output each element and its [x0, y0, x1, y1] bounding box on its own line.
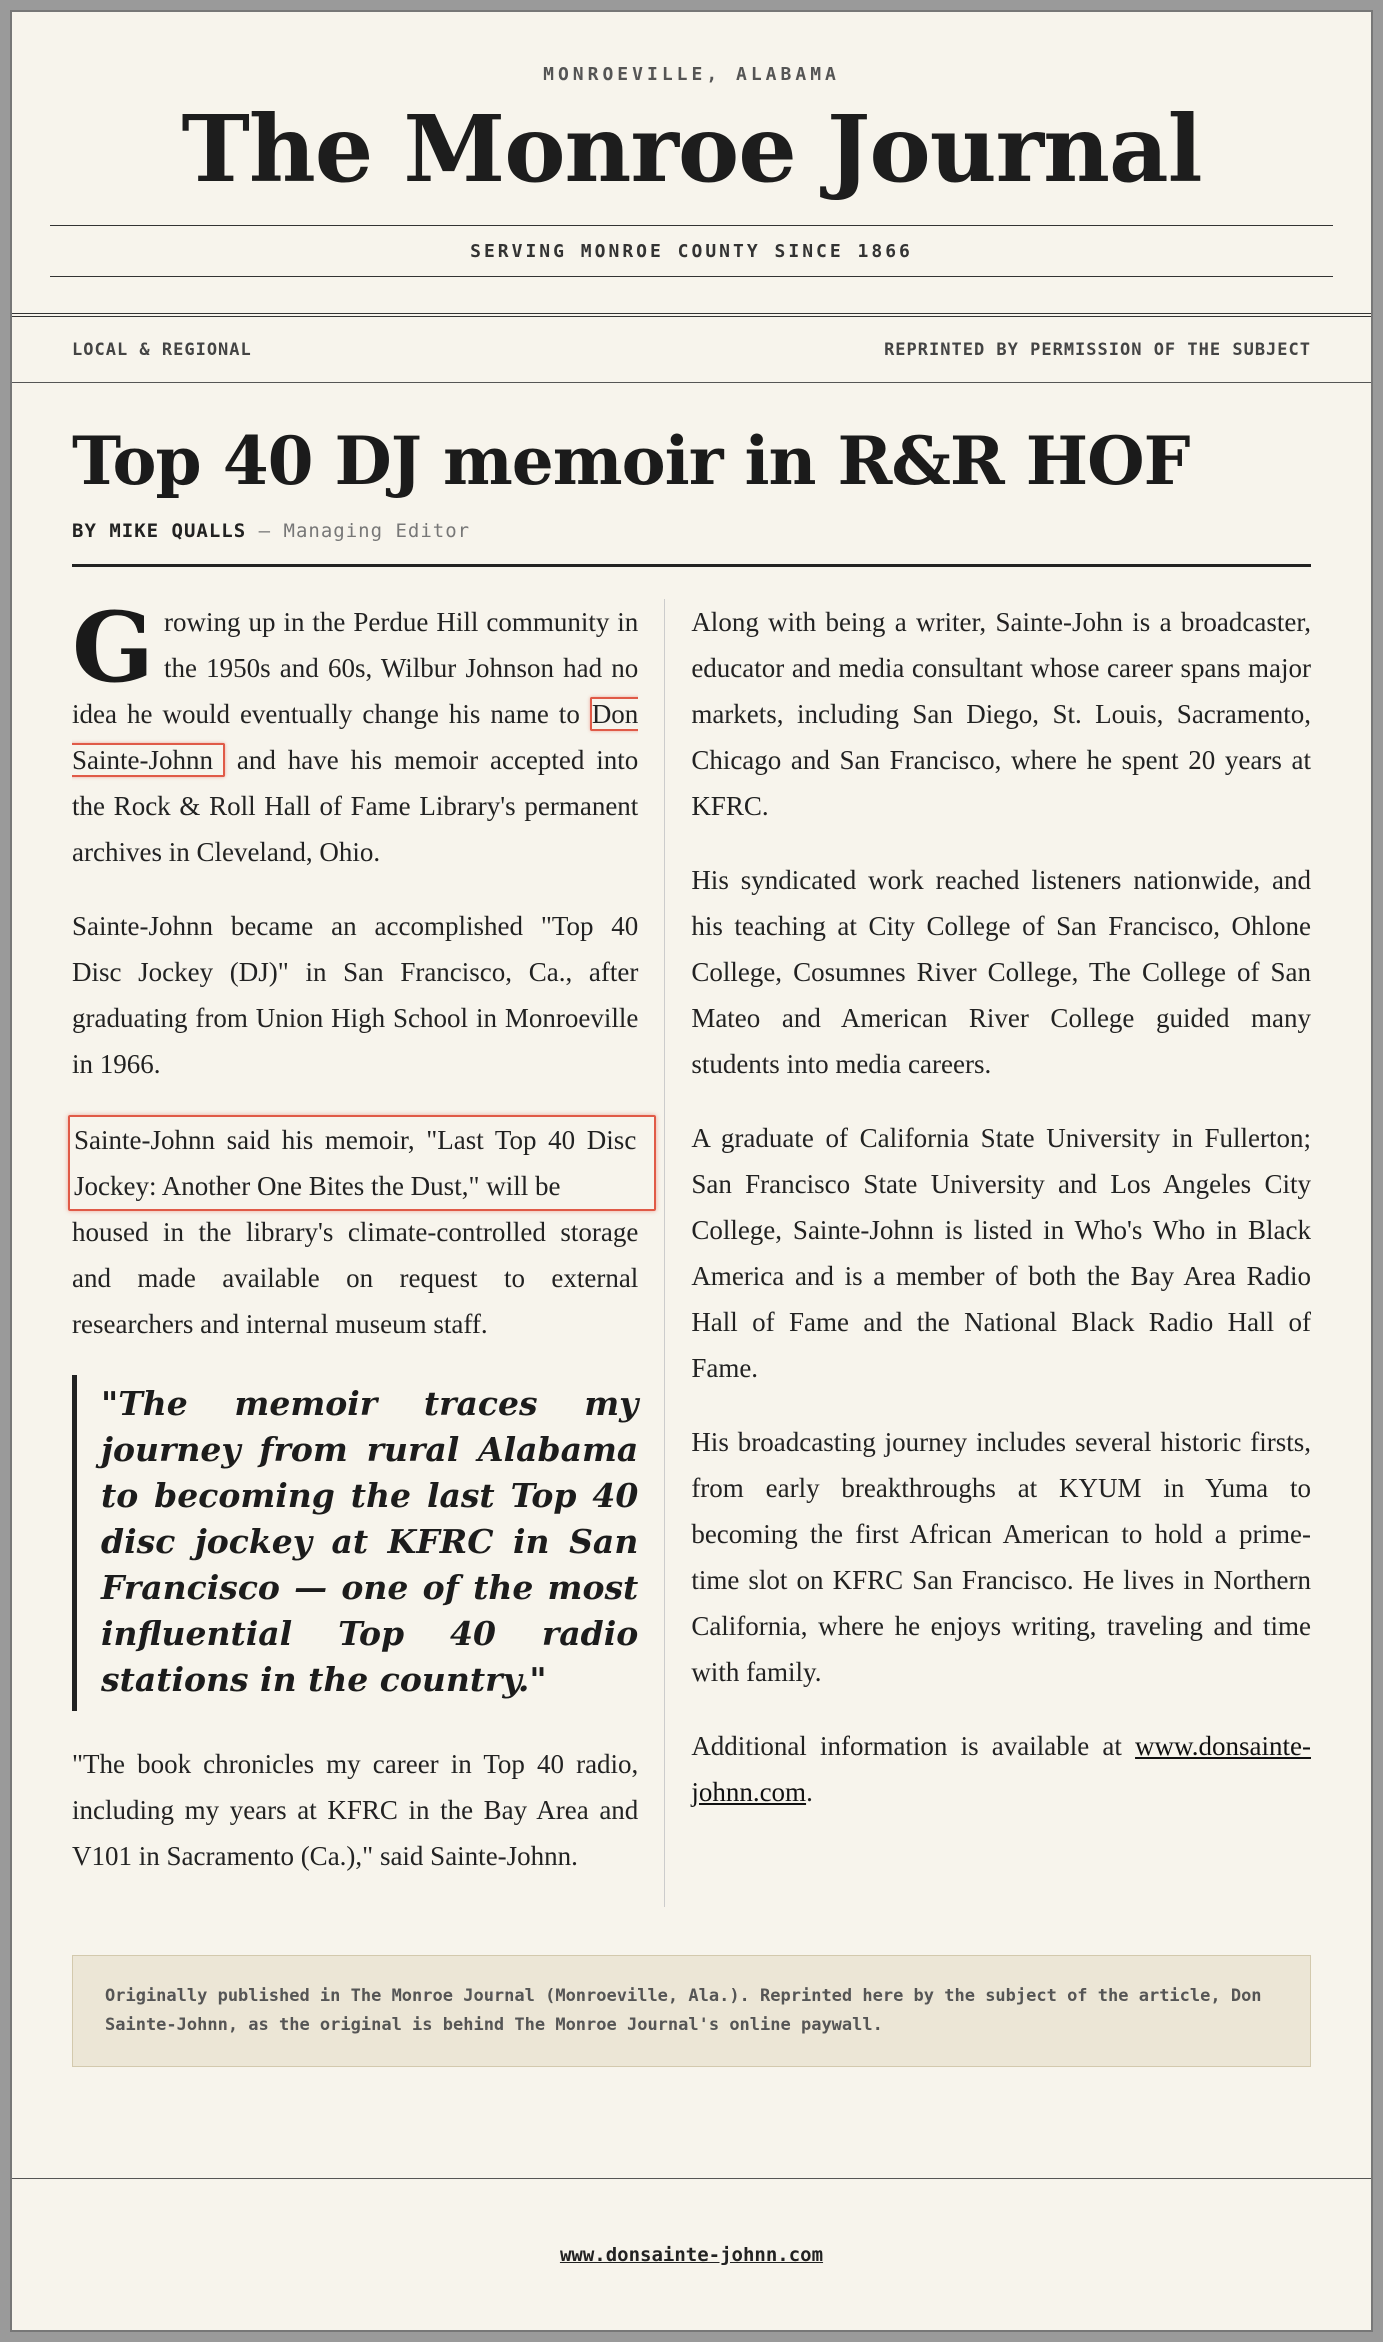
section-bar [12, 313, 1371, 383]
headline-rule [72, 564, 1311, 567]
byline-separator: — [258, 519, 272, 542]
tagline: SERVING MONROE COUNTY SINCE 1866 [470, 240, 913, 262]
paragraph: His syndicated work reached listeners nationwide, and his teaching at City College of San Francisco, Ohlone College, Cosumnes River College, The College of San Mateo and American River College guided many students into media careers. [691, 864, 1311, 1079]
reprint-label: REPRINTED BY PERMISSION OF THE SUBJECT [884, 339, 1311, 360]
paragraph [691, 1723, 1311, 1815]
left-column [72, 590, 665, 1907]
newspaper-title: The Monroe Journal [181, 95, 1202, 203]
paragraph-text: Additional information is available at [691, 1730, 1136, 1761]
paragraph-text: . [806, 1776, 813, 1807]
paragraph-text: rowing up in the Perdue Hill community in the 1950s and 60s, Wilbur Johnson had no idea he would eventually change his name to [72, 606, 639, 729]
paragraph [72, 1115, 638, 1347]
paragraph-text: housed in the library's climate-controlled storage and made available on request to external researchers and internal museum staff. [72, 1216, 639, 1339]
article [12, 422, 1371, 1907]
article-columns [72, 590, 1311, 1907]
newspaper-page [10, 10, 1373, 2332]
paragraph-text: and have his memoir accepted into the Rock & Roll Hall of Fame Library's permanent archives in Cleveland, Ohio. [72, 744, 639, 867]
drop-cap: G [72, 590, 154, 704]
byline-role: Managing Editor [283, 519, 471, 542]
section-label: LOCAL & REGIONAL [72, 339, 252, 360]
footer [12, 2178, 1371, 2330]
footer-website-link[interactable]: www.donsainte-johnn.com [559, 2243, 824, 2266]
locale-label: MONROEVILLE, ALABAMA [543, 64, 840, 85]
paragraph: Sainte-Johnn became an accomplished "Top 40 Disc Jockey (DJ)" in San Francisco, Ca., after graduating from Union High School in Monroeville in 1966. [72, 910, 639, 1079]
byline-author: BY MIKE QUALLS [72, 519, 247, 542]
highlighted-name: Don Sainte-Johnn [72, 698, 639, 775]
pull-quote: "The memoir traces my journey from rural Alabama to becoming the last Top 40 disc jockey at KFRC in San Francisco — one of the most influential Top 40 radio stations in the country." [72, 1375, 638, 1711]
paragraph: Along with being a writer, Sainte-John is a broadcaster, educator and media consultant whose career spans major markets, including San Diego, St. Louis, Sacramento, Chicago and San Francisco, where he spent 20 years at KFRC. [691, 606, 1311, 821]
reprint-note: Originally published in The Monroe Journal (Monroeville, Ala.). Reprinted here by the subject of the article, Don Sainte-Johnn, as the original is behind The Monroe Journal's online paywall. [72, 1955, 1311, 2067]
paragraph: "The book chronicles my career in Top 40 radio, including my years at KFRC in the Bay Area and V101 in Sacramento (Ca.)," said Sainte-Johnn. [72, 1748, 639, 1871]
website-link[interactable]: www.donsainte-johnn.com [691, 1730, 1311, 1807]
byline [72, 520, 1311, 542]
article-headline: Top 40 DJ memoir in R&R HOF [72, 422, 1190, 500]
paragraph: A graduate of California State University in Fullerton; San Francisco State University and Los Angeles City College, Sainte-Johnn is listed in Who's Who in Black America and is a member of both the Bay Area Radio Hall of Fame and the National Black Radio Hall of Fame. [691, 1122, 1311, 1383]
masthead [12, 12, 1371, 277]
right-column [665, 599, 1311, 1907]
paragraph: His broadcasting journey includes several historic firsts, from early breakthroughs at KYUM in Yuma to becoming the first African American to hold a prime-time slot on KFRC San Francisco. He lives in Northern California, where he enjoys writing, traveling and time with family. [691, 1426, 1311, 1687]
paragraph [72, 590, 639, 875]
tagline-band [50, 225, 1333, 277]
highlighted-passage: Sainte-Johnn said his memoir, "Last Top 40 Disc Jockey: Another One Bites the Dust," will be [68, 1115, 656, 1211]
